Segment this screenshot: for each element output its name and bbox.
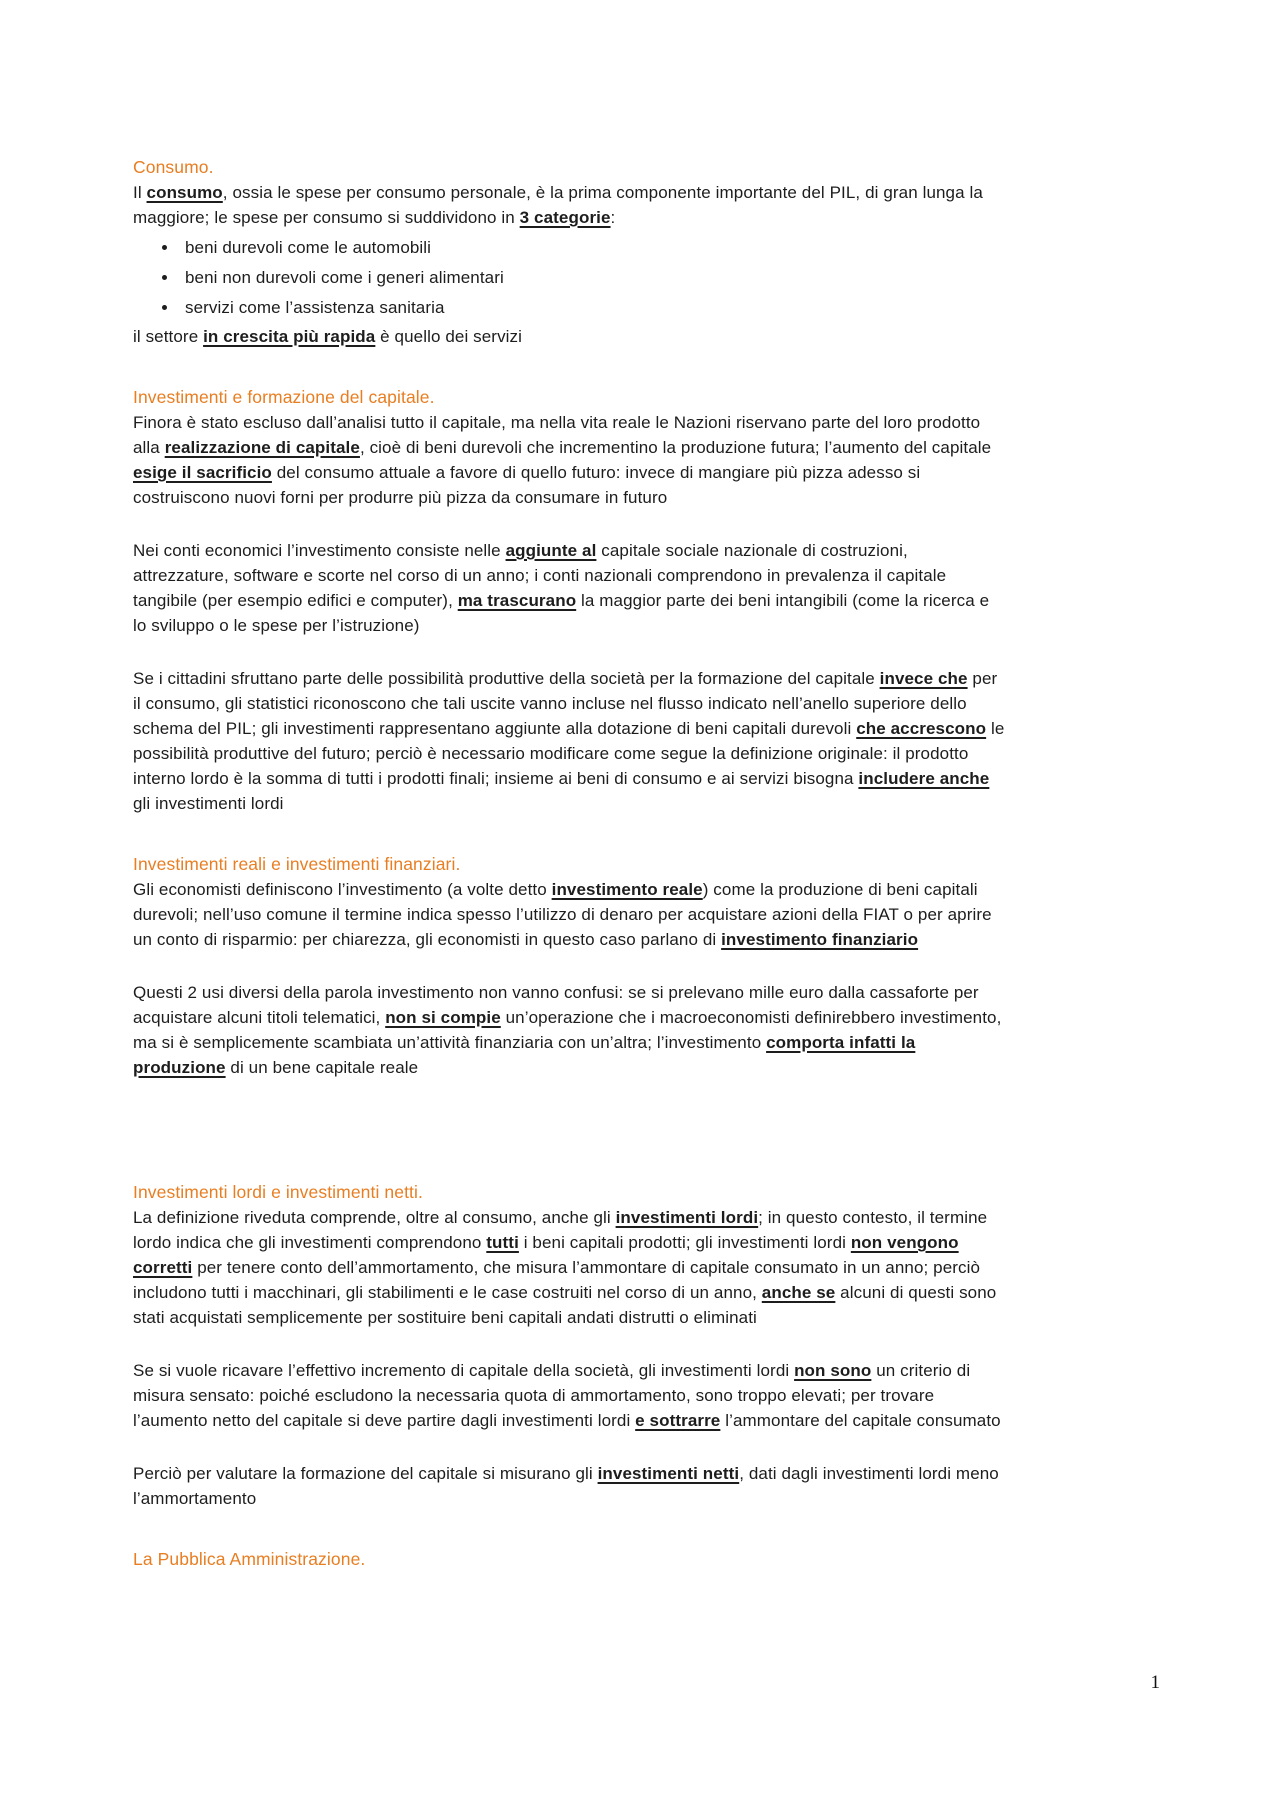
heading-investimenti-capitale: Investimenti e formazione del capitale. [133, 387, 435, 407]
paragraph-consumo-intro: Il consumo, ossia le spese per consumo personale, è la prima componente importante del PIL, di gran lunga la maggiore; le spese per consumo si suddividono in 3 categorie: [133, 183, 983, 227]
paragraph-la-definizione: La definizione riveduta comprende, oltre al consumo, anche gli investimenti lordi; in questo contesto, il termine lordo indica che gli investimenti comprendono tutti i beni capitali prodotti; gli investimenti lordi non vengono corretti per tenere conto dell’ammortamento, che misura l’ammontare di capitale consumato in un anno; perciò includono tutti i macchinari, gli stabilimenti e le case costruiti nel corso di un anno, anche se alcuni di questi sono stati acquistati semplicemente per sostituire beni capitali andati distrutti o eliminati [133, 1208, 997, 1327]
bullet-list [133, 235, 1005, 320]
paragraph-finora: Finora è stato escluso dall’analisi tutto il capitale, ma nella vita reale le Nazioni riservano parte del loro prodotto alla realizzazione di capitale, cioè di beni durevoli che incrementino la produzione futura; l’aumento del capitale esige il sacrificio del consumo attuale a favore di quello futuro: invece di mangiare più pizza adesso si costruiscono nuovi forni per produrre più pizza da consumare in futuro [133, 413, 992, 507]
paragraph-settore-servizi: il settore in crescita più rapida è quello dei servizi [133, 327, 523, 346]
paragraph-se-cittadini: Se i cittadini sfruttano parte delle possibilità produttive della società per la formazione del capitale invece che per il consumo, gli statistici riconoscono che tali uscite vanno incluse nel flusso indicato nell’anello superiore dello schema del PIL; gli investimenti rappresentano aggiunte alla dotazione di beni capitali durevoli che accrescono le possibilità produttive del futuro; perciò è necessario modificare come segue la definizione originale: il prodotto interno lordo è la somma di tutti i prodotti finali; insieme ai beni di consumo e ai servizi bisogna includere anche gli investimenti lordi [133, 669, 1005, 813]
heading-investimenti-lordi: Investimenti lordi e investimenti netti. [133, 1182, 423, 1202]
page-number: 1 [1150, 1672, 1160, 1693]
list-item-servizi: • servizi come l’assistenza sanitaria [179, 295, 1005, 320]
paragraph-questi-due-usi: Questi 2 usi diversi della parola investimento non vanno confusi: se si prelevano mille euro dalla cassaforte per acquistare alcuni titoli telematici, non si compie un’operazione che i macroeconomisti definirebbero investimento, ma si è semplicemente scambiata un’attività finanziaria con un’altra; l’investimento comporta infatti la produzione di un bene capitale reale [133, 983, 1002, 1077]
heading-investimenti-reali: Investimenti reali e investimenti finanziari. [133, 854, 461, 874]
heading-pubblica-amministrazione: La Pubblica Amministrazione. [133, 1549, 366, 1569]
paragraph-gli-economisti: Gli economisti definiscono l’investimento (a volte detto investimento reale) come la produzione di beni capitali durevoli; nell’uso comune il termine indica spesso l’utilizzo di denaro per acquistare azioni della FIAT o per aprire un conto di risparmio: per chiarezza, gli economisti in questo caso parlano di investimento finanziario [133, 880, 992, 949]
list-item-beni-non-durevoli: • beni non durevoli come i generi alimentari [179, 265, 1005, 290]
paragraph-nei-conti: Nei conti economici l’investimento consiste nelle aggiunte al capitale sociale nazionale di costruzioni, attrezzature, software e scorte nel corso di un anno; i conti nazionali comprendono in prevalenza il capitale tangibile (per esempio edifici e computer), ma trascurano la maggior parte dei beni intangibili (come la ricerca e lo sviluppo o le spese per l’istruzione) [133, 541, 990, 635]
paragraph-percio: Perciò per valutare la formazione del capitale si misurano gli investimenti netti, dati dagli investimenti lordi meno l’ammortamento [133, 1464, 999, 1508]
document-page [133, 155, 1005, 1572]
paragraph-se-si-vuole: Se si vuole ricavare l’effettivo incremento di capitale della società, gli investimenti lordi non sono un criterio di misura sensato: poiché escludono la necessaria quota di ammortamento, sono troppo elevati; per trovare l’aumento netto del capitale si deve partire dagli investimenti lordi e sottrarre l’ammontare del capitale consumato [133, 1361, 1001, 1430]
heading-consumo: Consumo. [133, 157, 214, 177]
list-item-beni-durevoli: • beni durevoli come le automobili [179, 235, 1005, 260]
